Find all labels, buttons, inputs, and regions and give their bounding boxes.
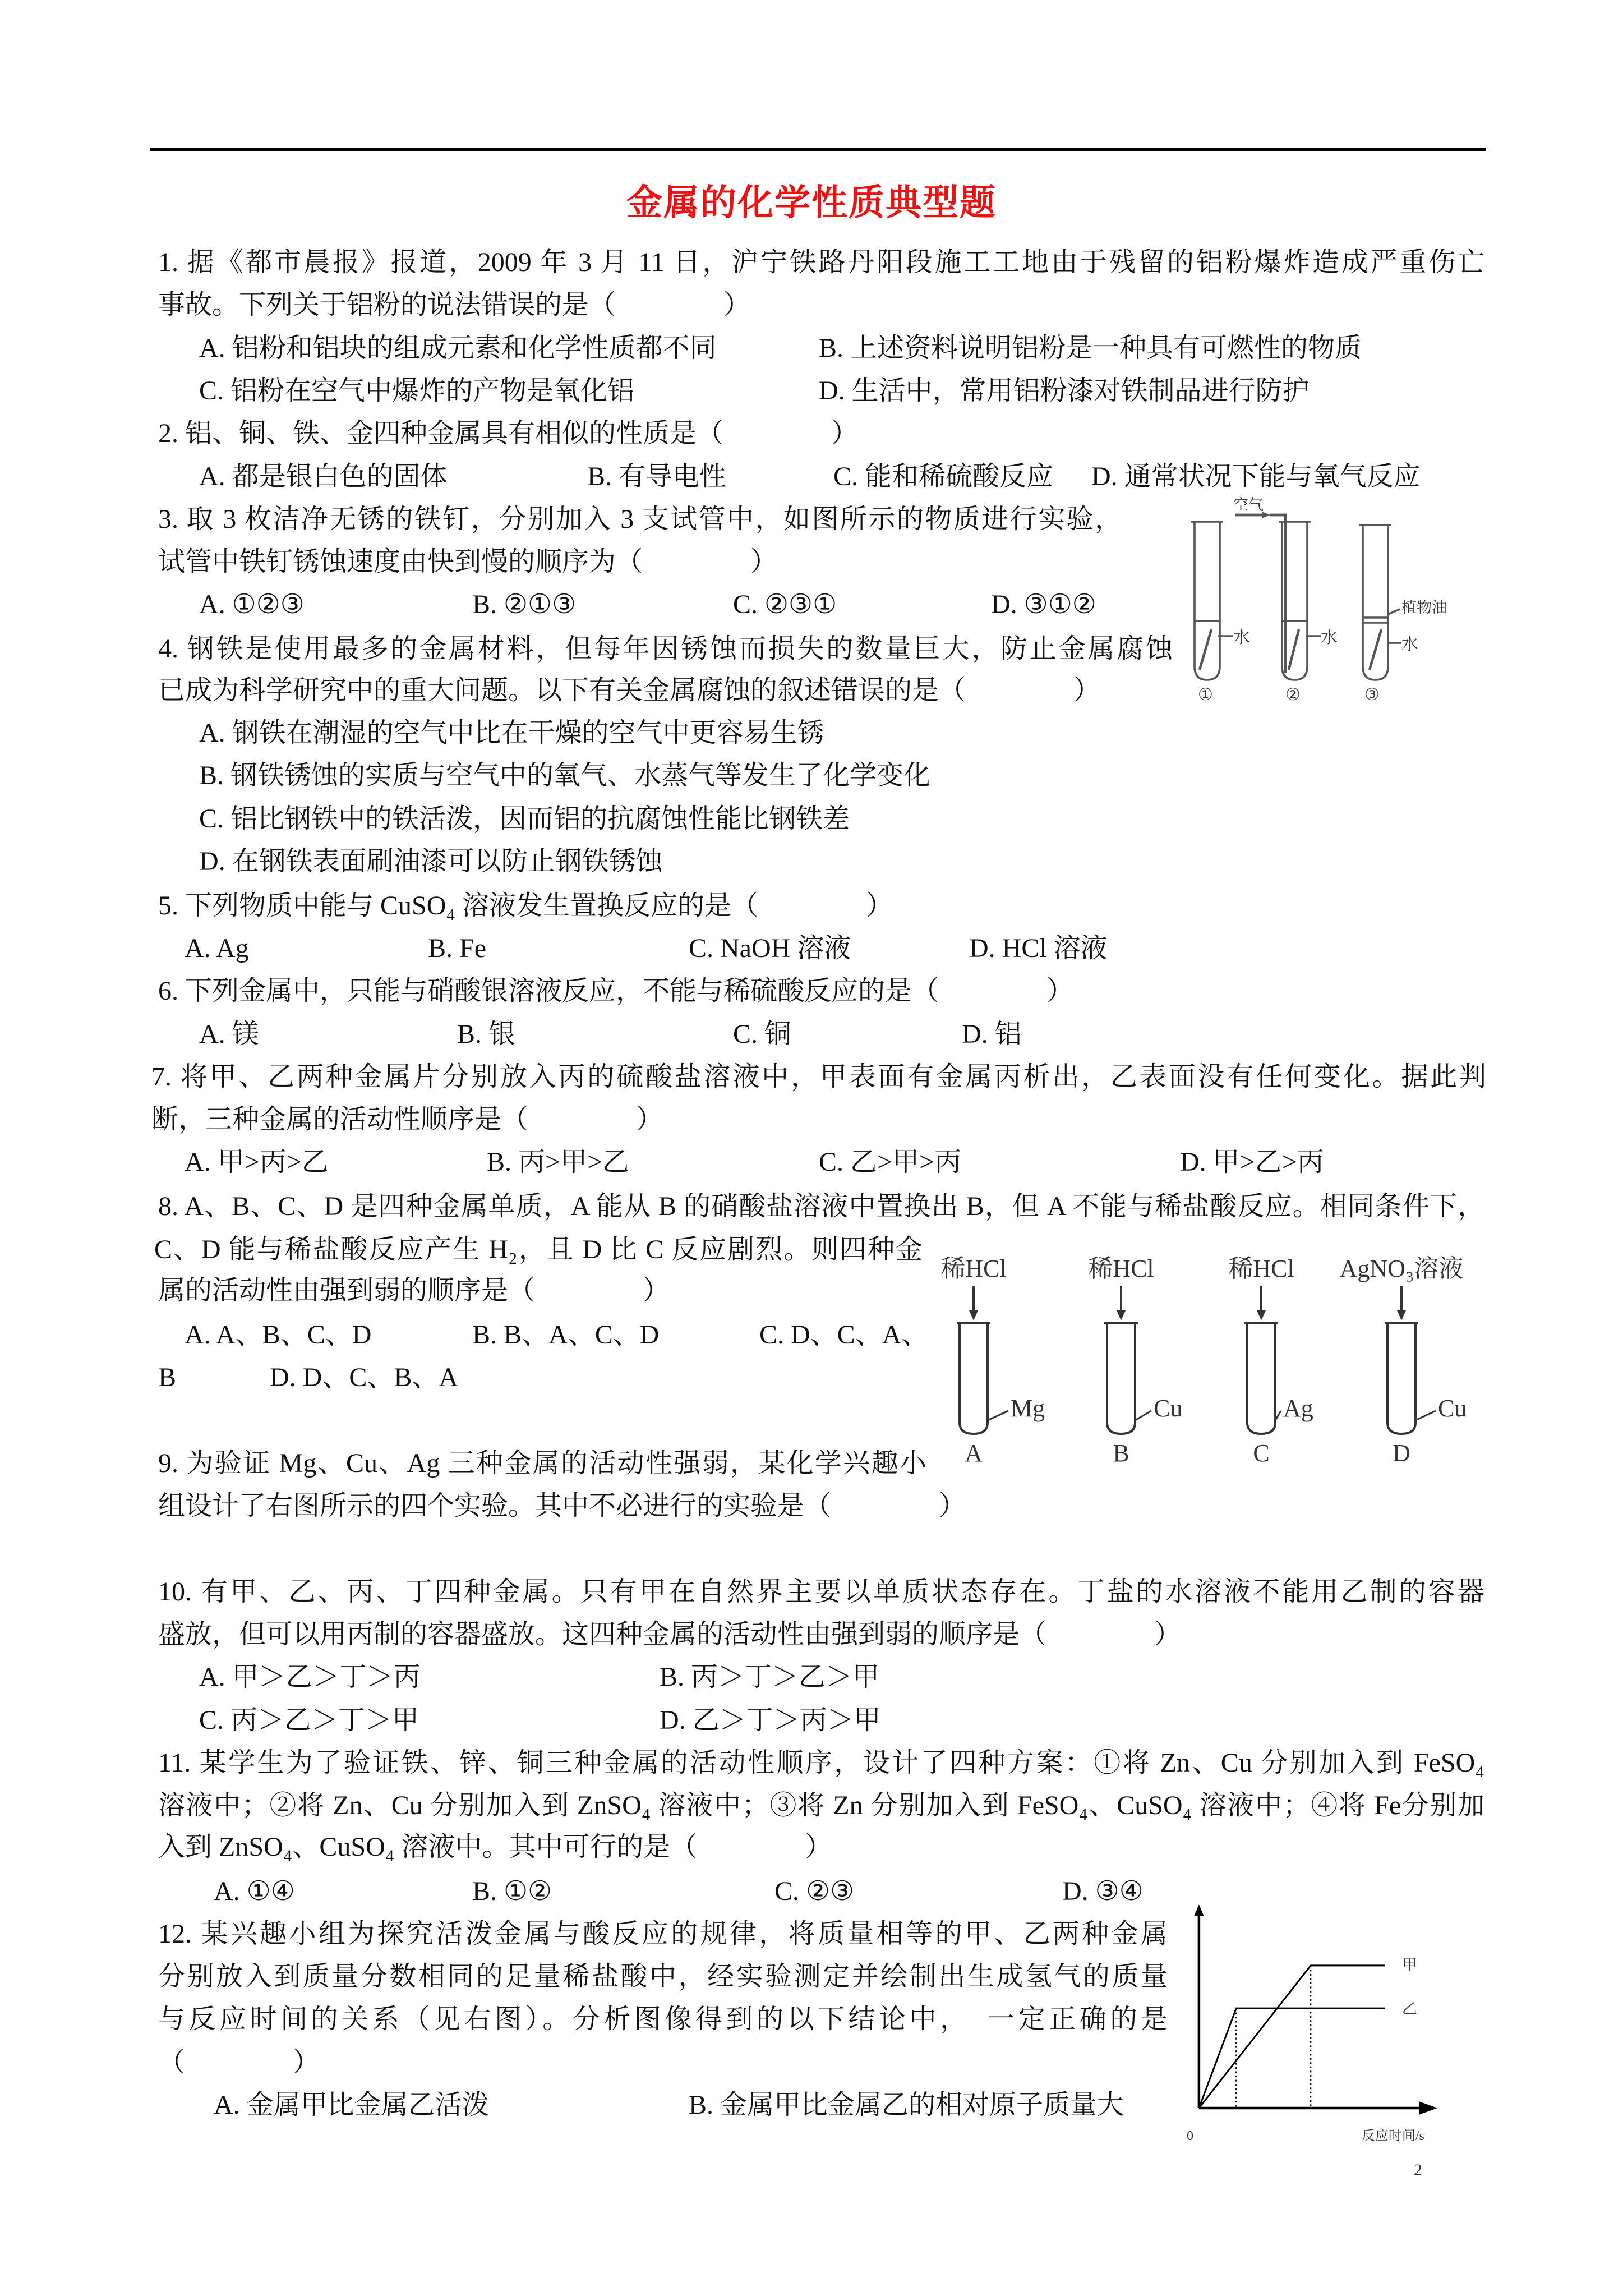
- q12-stem-line: （ ）: [158, 2047, 320, 2077]
- reagent-label-d: AgNO₃溶液: [1339, 1255, 1464, 1282]
- q8-stem-line: C、D 能与稀盐酸反应产生 H₂，且 D 比 C 反应剧烈。则四种金: [154, 1235, 923, 1264]
- q4-option-a: A. 钢铁在潮湿的空气中比在干燥的空气中更容易生锈: [199, 718, 824, 748]
- q3-option-a: A. ①②③: [199, 590, 305, 619]
- tube-letter-c: C: [1253, 1439, 1270, 1467]
- q4-option-d: D. 在钢铁表面刷油漆可以防止钢铁锈蚀: [199, 846, 663, 876]
- q8-option-b: B. B、A、C、D: [472, 1320, 660, 1350]
- q11-stem-line: 溶液中；②将 Zn、Cu 分别加入到 ZnSO₄ 溶液中；③将 Zn 分别加入到 FeSO₄、CuSO₄ 溶液中；④将 Fe分别加: [158, 1791, 1484, 1820]
- legend-yi: 乙: [1401, 2000, 1417, 2018]
- q4-stem-line: 已成为科学研究中的重大问题。以下有关金属腐蚀的叙述错误的是（ ）: [158, 675, 1101, 705]
- q12-stem-line: 与反应时间的关系（见右图）。分析图像得到的以下结论中， 一定正确的是: [158, 2004, 1168, 2034]
- q3-stem-line: 试管中铁钉锈蚀速度由快到慢的顺序为（ ）: [158, 547, 778, 577]
- tube-letter-a: A: [965, 1439, 983, 1467]
- q1-option-d: D. 生活中，常用铝粉漆对铁制品进行防护: [819, 376, 1310, 406]
- q1-option-c: C. 铝粉在空气中爆炸的产物是氧化铝: [199, 376, 635, 406]
- q8-stem-line: 8. A、B、C、D 是四种金属单质，A 能从 B 的硝酸盐溶液中置换出 B，但 A 不能与稀盐酸反应。相同条件下，: [158, 1191, 1484, 1221]
- reagent-label-a: 稀HCl: [940, 1255, 1007, 1282]
- tube-label-3: ③: [1364, 685, 1380, 704]
- oil-label: 植物油: [1401, 599, 1447, 616]
- q2-stem-line: 2. 铝、铜、铁、金四种金属具有相似的性质是（ ）: [158, 418, 859, 448]
- q1-option-a: A. 铝粉和铝块的组成元素和化学性质都不同: [199, 333, 717, 363]
- metal-label-b: Cu: [1154, 1395, 1183, 1422]
- q7-stem-line: 断，三种金属的活动性顺序是（ ）: [151, 1105, 663, 1134]
- q5-option-d: D. HCl 溶液: [969, 933, 1108, 963]
- q8-option-c-cont: B: [158, 1363, 177, 1392]
- y-axis-arrow: [1194, 1904, 1204, 1916]
- q5-option-a: A. Ag: [185, 933, 249, 963]
- q3-option-d: D. ③①②: [991, 590, 1096, 619]
- q8-option-d: D. D、C、B、A: [270, 1363, 459, 1392]
- metal-label-a: Mg: [1011, 1395, 1045, 1422]
- metal-activity-figure: [920, 1223, 1492, 1470]
- q11-stem-line: 入到 ZnSO₄、CuSO₄ 溶液中。其中可行的是（ ）: [158, 1832, 832, 1862]
- q4-stem-line: 4. 钢铁是使用最多的金属材料，但每年因锈蚀而损失的数量巨大，防止金属腐蚀: [158, 634, 1173, 664]
- q3-stem-line: 3. 取 3 枚洁净无锈的铁钉，分别加入 3 支试管中，如图所示的物质进行实验，: [158, 504, 1122, 534]
- q12-stem-line: 12. 某兴趣小组为探究活泼金属与酸反应的规律，将质量相等的甲、乙两种金属: [158, 1919, 1168, 1949]
- q7-option-d: D. 甲>乙>丙: [1180, 1147, 1324, 1177]
- tube-letter-d: D: [1393, 1439, 1410, 1467]
- q10-option-a: A. 甲＞乙＞丁＞丙: [199, 1662, 421, 1692]
- water-label-2: 水: [1321, 628, 1338, 647]
- q5-option-c: C. NaOH 溶液: [689, 933, 851, 963]
- q8-option-c: C. D、C、A、: [759, 1320, 929, 1350]
- legend-jia: 甲: [1401, 1957, 1417, 1974]
- q6-option-d: D. 铝: [962, 1019, 1022, 1049]
- q4-option-b: B. 钢铁锈蚀的实质与空气中的氧气、水蒸气等发生了化学变化: [199, 761, 931, 790]
- q6-stem-line: 6. 下列金属中，只能与硝酸银溶液反应，不能与稀硫酸反应的是（ ）: [158, 976, 1074, 1006]
- q11-option-b: B. ①②: [472, 1876, 552, 1906]
- q10-option-d: D. 乙＞丁＞丙＞甲: [660, 1705, 881, 1735]
- origin-label: 0: [1186, 2128, 1193, 2143]
- q11-option-a: A. ①④: [214, 1876, 295, 1906]
- q8-option-a: A. A、B、C、D: [185, 1320, 372, 1350]
- q11-option-d: D. ③④: [1062, 1876, 1144, 1906]
- q12-option-a: A. 金属甲比金属乙活泼: [214, 2090, 489, 2120]
- q3-option-b: B. ②①③: [472, 590, 577, 619]
- water-label-1: 水: [1233, 628, 1250, 647]
- q9-stem-line: 组设计了右图所示的四个实验。其中不必进行的实验是（ ）: [158, 1491, 966, 1521]
- q7-option-a: A. 甲>丙>乙: [185, 1147, 329, 1177]
- q2-option-d: D. 通常状况下能与氧气反应: [1091, 462, 1421, 491]
- water-label-3: 水: [1401, 635, 1418, 654]
- q8-stem-line: 属的活动性由强到弱的顺序是（ ）: [158, 1276, 670, 1305]
- reagent-label-b: 稀HCl: [1088, 1255, 1154, 1282]
- q7-option-c: C. 乙>甲>丙: [819, 1147, 962, 1177]
- q6-option-b: B. 银: [457, 1019, 516, 1049]
- metal-label-d: Cu: [1438, 1395, 1467, 1422]
- q7-option-b: B. 丙>甲>乙: [487, 1147, 630, 1177]
- tube-label-2: ②: [1285, 685, 1301, 704]
- x-axis-arrow: [1419, 2101, 1437, 2115]
- q6-option-c: C. 铜: [733, 1019, 792, 1049]
- tube-letter-b: B: [1113, 1439, 1129, 1467]
- q11-stem-line: 11. 某学生为了验证铁、锌、铜三种金属的活动性顺序，设计了四种方案：①将 Zn、Cu 分别加入到 FeSO₄: [158, 1748, 1484, 1778]
- q10-stem-line: 10. 有甲、乙、丙、丁四种金属。只有甲在自然界主要以单质状态存在。丁盐的水溶液不能用乙制的容器: [158, 1577, 1484, 1607]
- q3-option-c: C. ②③①: [733, 590, 837, 619]
- q2-option-c: C. 能和稀硫酸反应: [833, 462, 1054, 491]
- q7-stem-line: 7. 将甲、乙两种金属片分别放入丙的硫酸盐溶液中，甲表面有金属丙析出，乙表面没有任何变化。据此判: [151, 1062, 1486, 1092]
- q5-option-b: B. Fe: [428, 933, 487, 963]
- q1-stem-line: 1. 据《都市晨报》报道，2009 年 3 月 11 日，沪宁铁路丹阳段施工工地由于残留的铝粉爆炸造成严重伤亡: [158, 247, 1484, 277]
- reagent-label-c: 稀HCl: [1228, 1255, 1294, 1282]
- q2-option-b: B. 有导电性: [587, 462, 727, 491]
- q12-stem-line: 分别放入到质量分数相同的足量稀盐酸中，经实验测定并绘制出生成氢气的质量: [158, 1962, 1168, 1991]
- q10-stem-line: 盛放，但可以用丙制的容器盛放。这四种金属的活动性由强到弱的顺序是（ ）: [158, 1619, 1182, 1649]
- q12-option-b: B. 金属甲比金属乙的相对原子质量大: [689, 2090, 1124, 2120]
- q4-option-c: C. 铝比钢铁中的铁活泼，因而铝的抗腐蚀性能比钢铁差: [199, 804, 850, 834]
- x-axis-label: 反应时间/s: [1361, 2128, 1424, 2143]
- q1-option-b: B. 上述资料说明铝粉是一种具有可燃性的物质: [819, 333, 1362, 363]
- series-line-yi: [1199, 2008, 1385, 2108]
- series-line-jia: [1199, 1966, 1385, 2108]
- q1-stem-line: 事故。下列关于铝粉的说法错误的是（ ）: [158, 290, 751, 320]
- metal-label-c: Ag: [1283, 1395, 1313, 1422]
- q9-stem-line: 9. 为验证 Mg、Cu、Ag 三种金属的活动性强弱，某化学兴趣小: [158, 1448, 926, 1478]
- page-title: 金属的化学性质典型题: [626, 183, 997, 223]
- q6-option-a: A. 镁: [199, 1019, 259, 1049]
- q5-stem-line: 5. 下列物质中能与 CuSO₄ 溶液发生置换反应的是（ ）: [158, 891, 893, 921]
- rust-experiment-figure: [1178, 488, 1514, 724]
- q2-option-a: A. 都是银白色的固体: [199, 462, 448, 491]
- page-number: 2: [1413, 2160, 1422, 2179]
- air-label: 空气: [1233, 496, 1264, 513]
- hydrogen-mass-chart: [1166, 1896, 1514, 2199]
- header-rule: [150, 148, 1486, 151]
- q10-option-c: C. 丙＞乙＞丁＞甲: [199, 1705, 419, 1735]
- tube-label-1: ①: [1198, 685, 1213, 704]
- q10-option-b: B. 丙＞丁＞乙＞甲: [660, 1662, 880, 1692]
- q11-option-c: C. ②③: [774, 1876, 855, 1906]
